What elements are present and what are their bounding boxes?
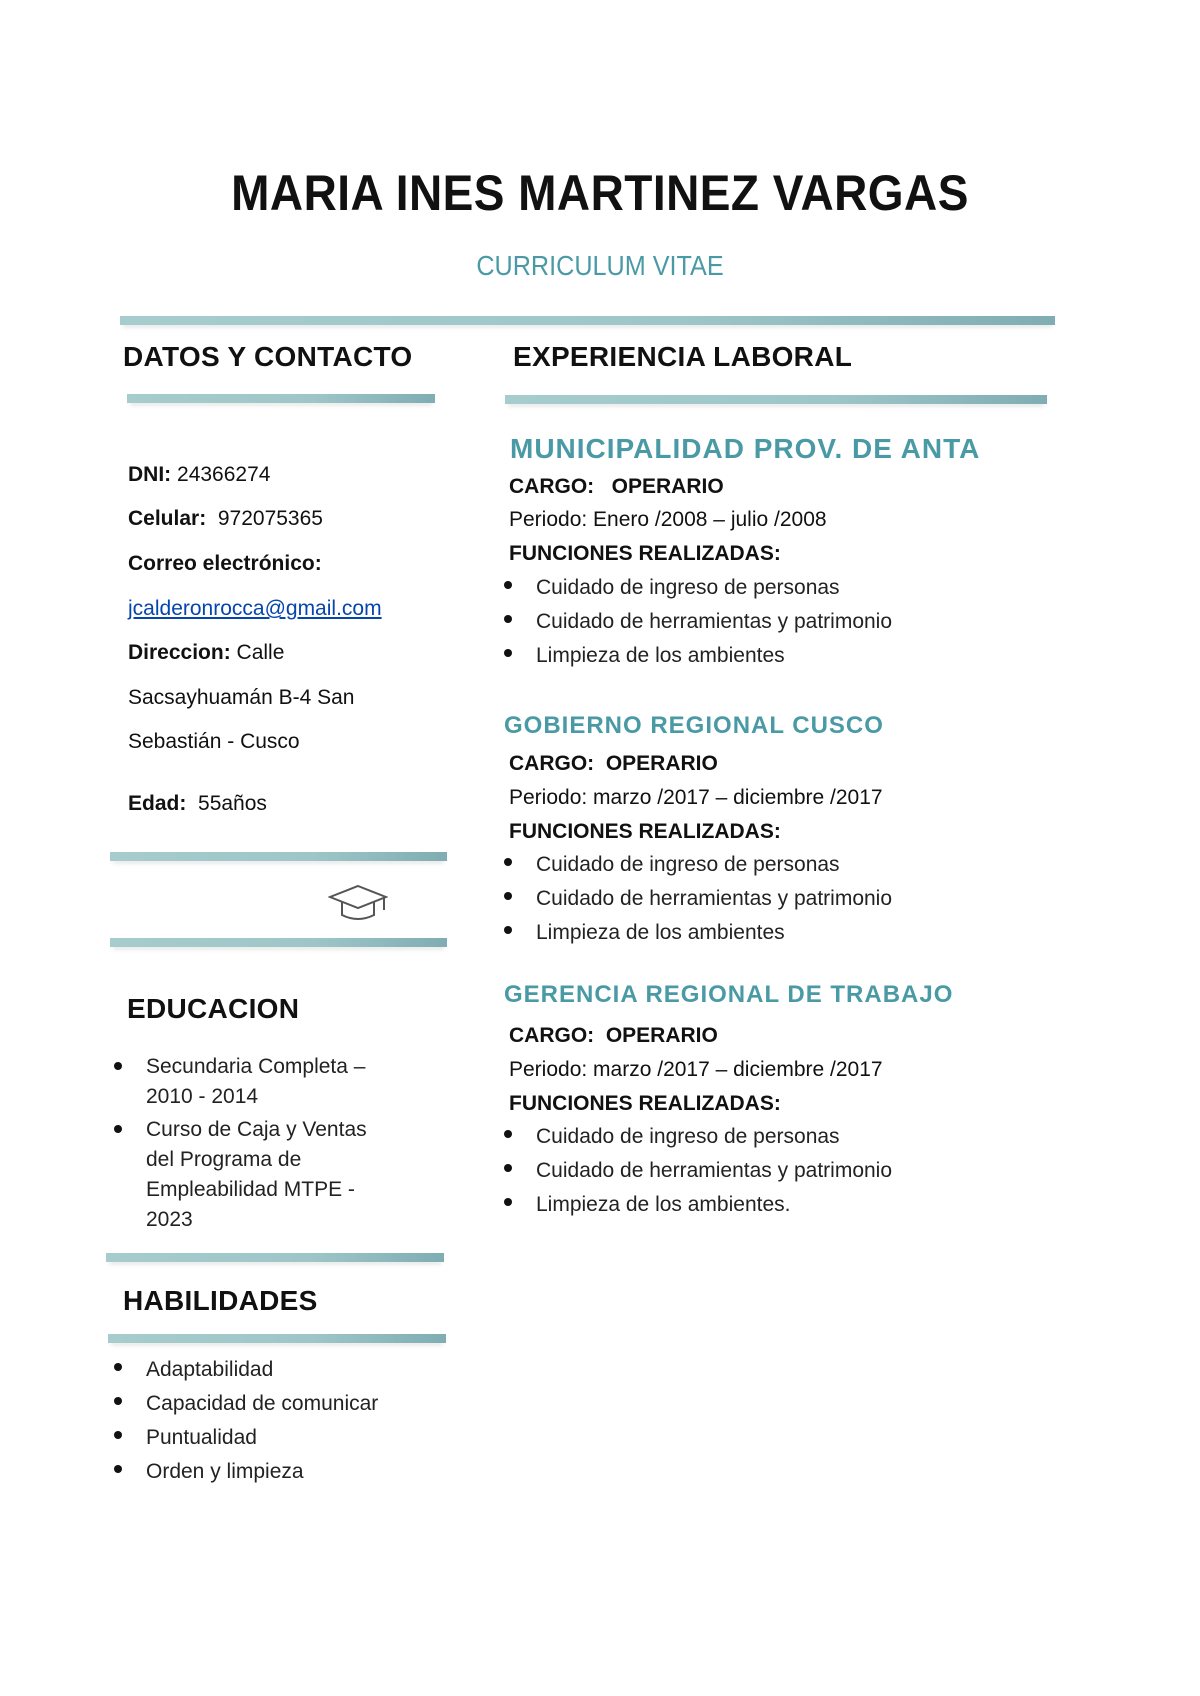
education-section-title: EDUCACION bbox=[127, 993, 300, 1024]
skill-item: Puntualidad bbox=[110, 1421, 430, 1455]
job-period: Periodo: Enero /2008 – julio /2008 bbox=[509, 508, 827, 531]
skills-section-title: HABILIDADES bbox=[123, 1285, 318, 1316]
job-cargo: CARGO: OPERARIO bbox=[509, 752, 718, 775]
job-function-item: Cuidado de ingreso de personas bbox=[500, 1120, 1060, 1154]
experience-section-title: EXPERIENCIA LABORAL bbox=[513, 341, 853, 372]
applicant-name: MARIA INES MARTINEZ VARGAS bbox=[231, 165, 969, 221]
skill-item: Capacidad de comunicar bbox=[110, 1387, 430, 1421]
education-item-line: Curso de Caja y Ventas bbox=[146, 1118, 367, 1141]
job-period: Periodo: marzo /2017 – diciembre /2017 bbox=[509, 786, 883, 809]
document-subtitle: CURRICULUM VITAE bbox=[476, 250, 724, 281]
skills-bottom-divider bbox=[108, 1334, 446, 1343]
education-top-divider bbox=[110, 852, 447, 861]
job-function-item: Limpieza de los ambientes bbox=[500, 916, 1060, 950]
skill-item: Adaptabilidad bbox=[110, 1353, 430, 1387]
skill-item: Orden y limpieza bbox=[110, 1455, 430, 1489]
job-function-item: Limpieza de los ambientes bbox=[500, 639, 1060, 673]
education-item-line: Secundaria Completa – bbox=[146, 1055, 366, 1078]
age-field bbox=[128, 793, 267, 814]
graduation-cap-icon bbox=[328, 882, 388, 924]
header-divider bbox=[120, 316, 1055, 325]
job-function-item: Cuidado de herramientas y patrimonio bbox=[500, 882, 1060, 916]
job-cargo: CARGO: OPERARIO bbox=[509, 1024, 718, 1047]
job-function-item: Limpieza de los ambientes. bbox=[500, 1188, 1060, 1222]
job-organization: MUNICIPALIDAD PROV. DE ANTA bbox=[510, 433, 981, 464]
job-function-item: Cuidado de herramientas y patrimonio bbox=[500, 1154, 1060, 1188]
skills-list bbox=[110, 1353, 430, 1489]
job-organization: GERENCIA REGIONAL DE TRABAJO bbox=[504, 981, 954, 1008]
job-period: Periodo: marzo /2017 – diciembre /2017 bbox=[509, 1058, 883, 1081]
job-functions-list bbox=[500, 848, 1060, 950]
phone-field bbox=[128, 508, 323, 529]
skills-top-divider bbox=[106, 1253, 444, 1262]
phone-label: Celular: bbox=[128, 507, 207, 530]
experience-divider bbox=[505, 395, 1047, 404]
job-functions-list bbox=[500, 1120, 1060, 1222]
education-item bbox=[110, 1052, 430, 1112]
address-line-2: Sacsayhuamán B-4 San bbox=[128, 686, 355, 709]
dni-value: 24366274 bbox=[177, 463, 271, 486]
education-item-line: 2010 - 2014 bbox=[146, 1085, 259, 1108]
dni-label: DNI: bbox=[128, 463, 172, 486]
age-label: Edad: bbox=[128, 792, 187, 815]
dni-field bbox=[128, 464, 270, 485]
email-link[interactable]: jcalderonrocca@gmail.com bbox=[128, 597, 382, 620]
address-label: Direccion: bbox=[128, 641, 231, 664]
contact-divider bbox=[127, 394, 435, 403]
education-item-line: del Programa de bbox=[146, 1148, 302, 1171]
education-item bbox=[110, 1115, 430, 1235]
job-function-item: Cuidado de ingreso de personas bbox=[500, 571, 1060, 605]
phone-value: 972075365 bbox=[217, 507, 323, 530]
age-value: 55años bbox=[198, 792, 267, 815]
job-cargo: CARGO: OPERARIO bbox=[509, 475, 724, 498]
education-item-line: 2023 bbox=[146, 1208, 193, 1231]
job-function-item: Cuidado de herramientas y patrimonio bbox=[500, 605, 1060, 639]
job-function-item: Cuidado de ingreso de personas bbox=[500, 848, 1060, 882]
address-line-3: Sebastián - Cusco bbox=[128, 730, 300, 753]
job-functions-label: FUNCIONES REALIZADAS: bbox=[509, 542, 781, 565]
job-functions-label: FUNCIONES REALIZADAS: bbox=[509, 1092, 781, 1115]
education-item-line: Empleabilidad MTPE - bbox=[146, 1178, 355, 1201]
job-functions-list bbox=[500, 571, 1060, 673]
address-line-1: Calle bbox=[236, 641, 285, 664]
address-field bbox=[128, 642, 284, 663]
job-functions-label: FUNCIONES REALIZADAS: bbox=[509, 820, 781, 843]
job-organization: GOBIERNO REGIONAL CUSCO bbox=[504, 712, 884, 739]
education-bottom-divider bbox=[110, 938, 447, 947]
contact-section-title: DATOS Y CONTACTO bbox=[123, 341, 413, 372]
email-label: Correo electrónico: bbox=[128, 552, 322, 575]
education-list bbox=[110, 1052, 430, 1235]
email-field bbox=[128, 553, 322, 574]
